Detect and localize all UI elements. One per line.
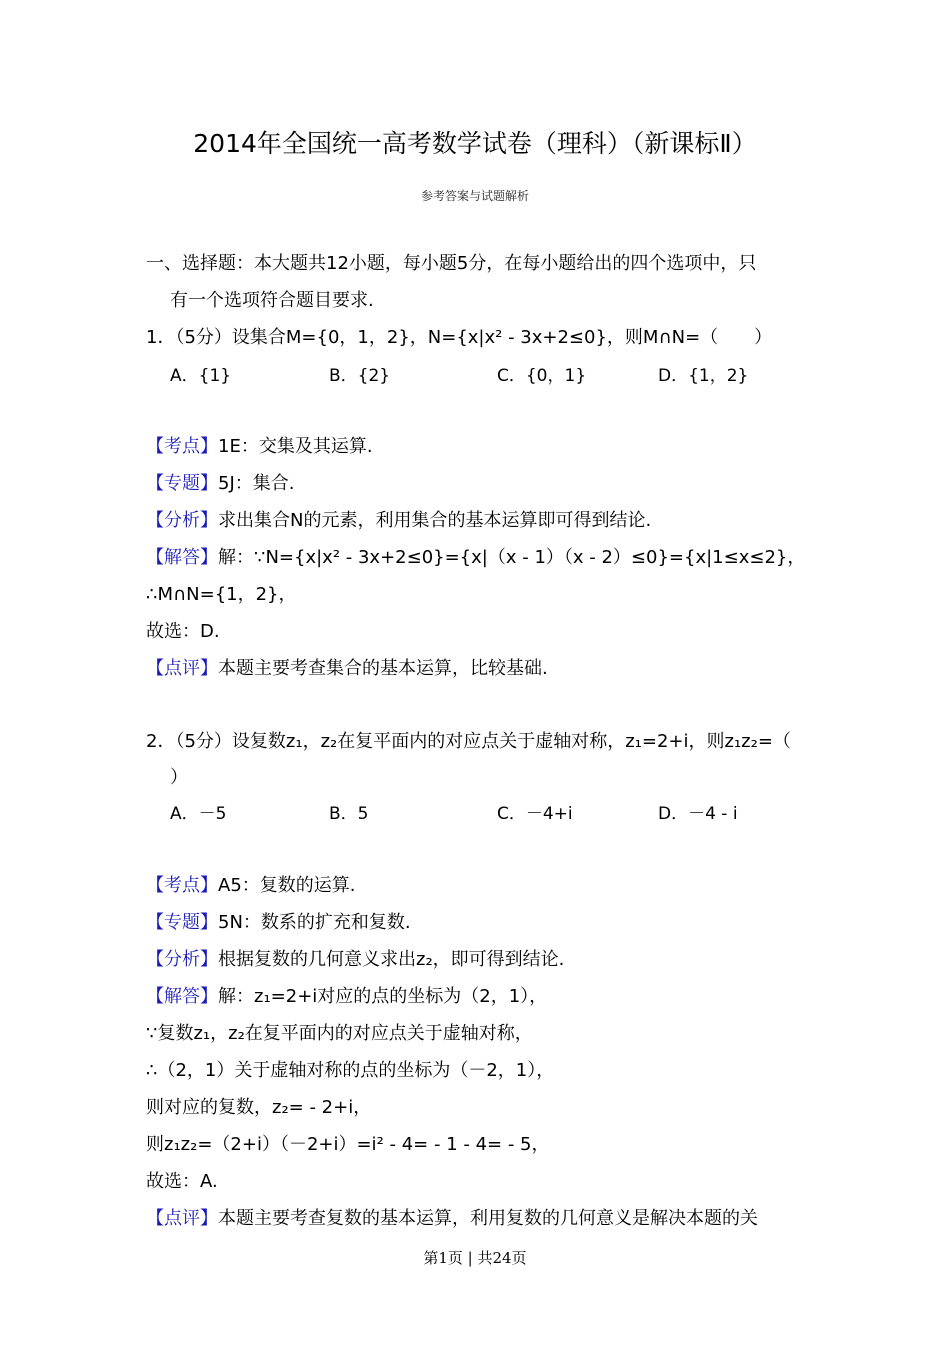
- q1-jieda-tag: 【解答】: [146, 547, 218, 568]
- q2-jieda-tag: 【解答】: [146, 986, 218, 1007]
- q2-option-a: A．－5: [170, 804, 227, 824]
- q1-fenxi-tag: 【分析】: [146, 510, 218, 531]
- q2-zhuanti-text: 5N：数系的扩充和复数.: [218, 912, 411, 933]
- q2-dianping-text: 本题主要考查复数的基本运算，利用复数的几何意义是解决本题的关: [218, 1208, 758, 1229]
- q2-stem-line2: ）: [170, 767, 188, 788]
- q2-dianping: [146, 1207, 758, 1231]
- q1-dianping-tag: 【点评】: [146, 658, 218, 679]
- q1-dianping: [146, 657, 548, 681]
- q1-option-a: A．{1}: [170, 366, 232, 386]
- q2-step6: 故选：A.: [146, 1171, 218, 1192]
- q1-option-d: D．{1，2}: [658, 366, 749, 386]
- q2-step5: 则z₁z₂=（2+i）（－2+i）=i² - 4= - 1 - 4= - 5，: [146, 1134, 550, 1155]
- q1-jieda: [146, 546, 805, 570]
- q1-option-b: B．{2}: [329, 366, 391, 386]
- q2-dianping-tag: 【点评】: [146, 1208, 218, 1229]
- q2-zhuanti: [146, 911, 411, 935]
- q1-zhuanti: [146, 472, 294, 496]
- q2-jieda-text: 解：z₁=2+i对应的点的坐标为（2，1），: [218, 986, 548, 1007]
- q2-kaodian: [146, 874, 356, 898]
- section-heading-line2: 有一个选项符合题目要求.: [170, 290, 374, 311]
- q2-fenxi-tag: 【分析】: [146, 949, 218, 970]
- q2-step4: 则对应的复数，z₂= - 2+i，: [146, 1097, 372, 1118]
- q2-jieda: [146, 985, 547, 1009]
- q1-kaodian: [146, 435, 373, 459]
- q1-dianping-text: 本题主要考查集合的基本运算，比较基础.: [218, 658, 548, 679]
- q1-zhuanti-tag: 【专题】: [146, 473, 218, 494]
- q1-stem: 1．（5分）设集合M={0，1，2}，N={x|x² - 3x+2≤0}，则M∩N=（ ）: [146, 327, 773, 348]
- q1-kaodian-text: 1E：交集及其运算.: [218, 436, 373, 457]
- q1-fenxi-text: 求出集合N的元素，利用集合的基本运算即可得到结论.: [218, 510, 652, 531]
- q1-step3: 故选：D.: [146, 621, 220, 642]
- section-heading-line1: 一、选择题：本大题共12小题，每小题5分，在每小题给出的四个选项中，只: [146, 253, 757, 274]
- q2-step2: ∵复数z₁，z₂在复平面内的对应点关于虚轴对称，: [146, 1023, 533, 1044]
- q2-kaodian-text: A5：复数的运算.: [218, 875, 356, 896]
- q1-zhuanti-text: 5J：集合.: [218, 473, 295, 494]
- q2-option-b: B．5: [329, 804, 369, 824]
- q1-kaodian-tag: 【考点】: [146, 436, 218, 457]
- q2-option-c: C．－4+i: [497, 804, 573, 824]
- q2-zhuanti-tag: 【专题】: [146, 912, 218, 933]
- q2-fenxi-text: 根据复数的几何意义求出z₂，即可得到结论.: [218, 949, 565, 970]
- q1-jieda-text: 解：∵N={x|x² - 3x+2≤0}={x|（x - 1）（x - 2）≤0}={x|1≤x≤2}，: [218, 547, 806, 568]
- q2-step3: ∴（2，1）关于虚轴对称的点的坐标为（－2，1），: [146, 1060, 555, 1081]
- page-title: 2014年全国统一高考数学试卷（理科）（新课标Ⅱ）: [193, 129, 757, 158]
- q1-fenxi: [146, 509, 651, 533]
- q2-kaodian-tag: 【考点】: [146, 875, 218, 896]
- page-subtitle: 参考答案与试题解析: [420, 189, 529, 203]
- q1-step2: ∴M∩N={1，2}，: [146, 584, 297, 605]
- q2-option-d: D．－4 - i: [658, 804, 738, 824]
- page-footer: 第1页 | 共24页: [423, 1249, 527, 1267]
- q2-stem-line1: 2．（5分）设复数z₁，z₂在复平面内的对应点关于虚轴对称，z₁=2+i，则z₁z₂=（: [146, 731, 791, 752]
- q2-fenxi: [146, 948, 564, 972]
- q1-option-c: C．{0，1}: [497, 366, 587, 386]
